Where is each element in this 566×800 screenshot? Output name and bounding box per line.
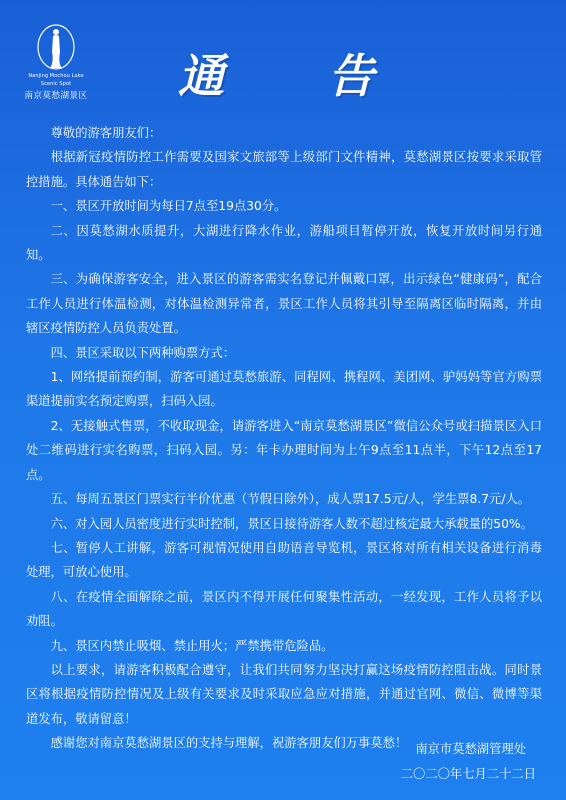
greeting: 尊敬的游客朋友们： (50, 126, 162, 140)
paragraph: 六、对入园人员密度进行实时控制，景区日接待游客人数不超过核定最大承载量的50%。 (50, 516, 533, 531)
paragraph: 2、无接触式售票，不收取现金，请游客进入“南京莫愁湖景区”微信公众号或扫描景区入口处二维码进行实名购票，扫码入园。另：年卡办理时间为上午9点至11点半，下午12点至17点。 (26, 418, 542, 482)
paragraph: 感谢您对南京莫愁湖景区的支持与理解，祝游客朋友们万事莫愁！ (50, 736, 408, 751)
paragraph: 七、暂停人工讲解，游客可视情况使用自助语音导览机，景区将对所有相关设备进行消毒处理，可放心使用。 (26, 540, 542, 580)
logo-en-line2: Scenic Spot (40, 80, 72, 87)
paragraph: 三、为确保游客安全，进入景区的游客需实名登记并佩戴口罩，出示绿色“健康码”，配合工作人员进行体温检测，对体温检测异常者，景区工作人员将其引导至隔离区临时隔离，并由辖区疫情防控人员负责处置。 (26, 272, 542, 336)
paragraph: 以上要求，请游客积极配合遵守，让我们共同努力坚决打赢这场疫情防控阻击战。同时景区将根据疫情防控情况及上级有关要求及时采取应急应对措施，并通过官网、微信、微博等渠道发布，敬请留意！ (26, 662, 542, 726)
signature-date: 二〇二〇年七月二十二日 (400, 767, 536, 781)
paragraph: 九、景区内禁止吸烟、禁止用火；严禁携带危险品。 (50, 638, 334, 653)
logo-en-line1: Nanjing Mochou Lake (28, 73, 84, 79)
notice-body (26, 121, 542, 756)
logo-cn: 南京莫愁湖景区 (24, 91, 88, 101)
paragraph: 四、景区采取以下两种购票方式： (50, 345, 236, 360)
page-title: 通 告 (177, 49, 418, 103)
paragraph: 根据新冠疫情防控工作需要及国家文旅部等上级部门文件精神，莫愁湖景区按要求采取管控措施。具体通告如下： (26, 150, 542, 189)
paragraph: 一、景区开放时间为每日7点至19点30分。 (50, 199, 287, 214)
paragraph: 八、在疫情全面解除之前，景区内不得开展任何聚集性活动，一经发现，工作人员将予以劝阻。 (26, 589, 542, 629)
signature (401, 737, 536, 787)
paragraph: 1、网络提前预约制，游客可通过莫愁旅游、同程网、携程网、美团网、驴妈妈等官方购票渠道提前实名预定购票，扫码入园。 (26, 370, 542, 409)
signature-org: 南京市莫愁湖管理处 (415, 742, 526, 756)
paragraph: 五、每周五景区门票实行半价优惠（节假日除外），成人票17.5元/人，学生票8.7元/人。 (50, 492, 531, 507)
paragraph: 二、因莫愁湖水质提升，大湖进行降水作业，游船项目暂停开放，恢复开放时间另行通知。 (26, 223, 542, 263)
